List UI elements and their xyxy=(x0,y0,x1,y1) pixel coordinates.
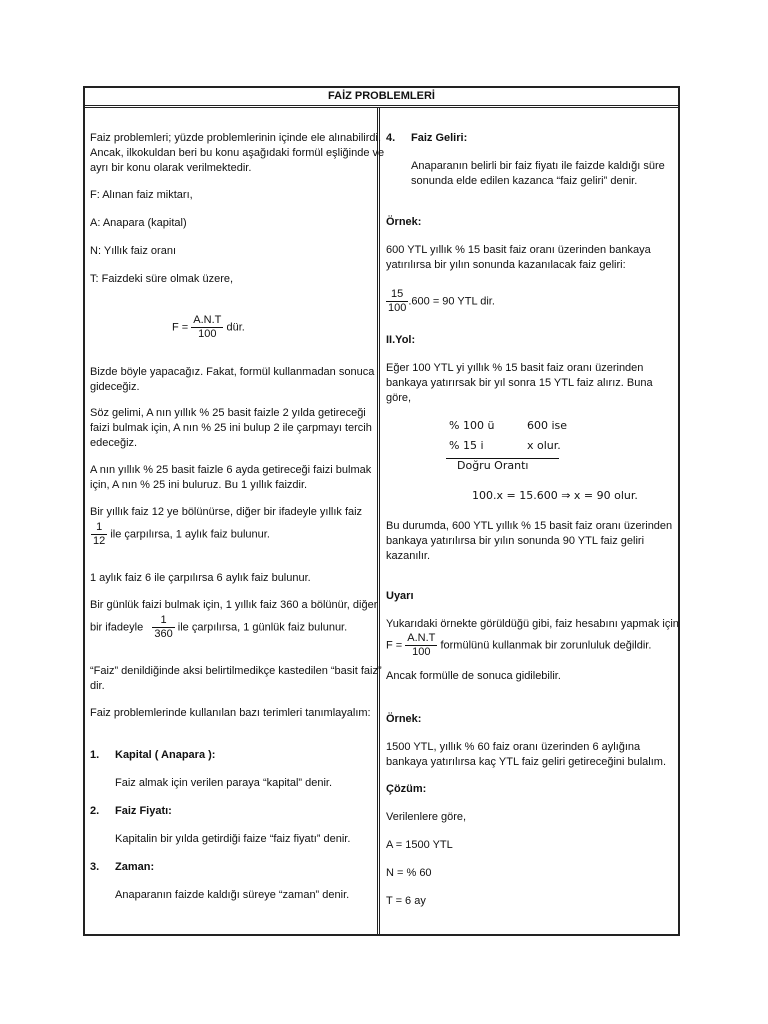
fraction-15-100-denominator: 100 xyxy=(388,302,407,314)
result-line-1: Bu durumda, 600 YTL yıllık % 15 basit faiz oranı üzerinden xyxy=(386,520,673,532)
result-line-3: kazanılır. xyxy=(386,550,431,562)
definition-n: N: Yıllık faiz oranı xyxy=(90,245,176,257)
example-1-line-1: 600 YTL yıllık % 15 basit faiz oranı üzerinden bankaya xyxy=(386,244,651,256)
proportion-row-1-left: % 100 ü xyxy=(449,419,495,432)
proportion-label: Doğru Orantı xyxy=(457,459,529,472)
formula-fraction xyxy=(191,314,223,341)
document-frame xyxy=(83,86,680,936)
fraction-1-12-denominator: 12 xyxy=(93,535,106,547)
intro-line-3: ayrı bir konu olarak verilmektedir. xyxy=(90,162,252,174)
proportion-row-2-left: % 15 i xyxy=(449,439,484,452)
term-3-description: Anaparanın faizde kaldığı süreye “zaman” denir. xyxy=(115,889,350,901)
term-1-number: 1. xyxy=(90,749,100,761)
term-3-number: 3. xyxy=(90,861,100,873)
fraction-1-360 xyxy=(152,614,174,641)
term-2-title: Faiz Fiyatı: xyxy=(115,805,172,817)
paragraph-6-tail: ile çarpılırsa, 1 günlük faiz bulunur. xyxy=(177,621,348,634)
fraction-1-12 xyxy=(91,521,107,548)
fraction-1-12-numerator: 1 xyxy=(91,521,107,535)
fraction-1-360-denominator: 360 xyxy=(154,628,173,640)
value-a: A = 1500 YTL xyxy=(386,839,453,851)
method-2-line-1: Eğer 100 YTL yi yıllık % 15 basit faiz oranı üzerinden xyxy=(386,362,644,374)
paragraph-5: 1 aylık faiz 6 ile çarpılırsa 6 aylık faiz bulunur. xyxy=(90,572,311,584)
term-2-number: 2. xyxy=(90,805,100,817)
paragraph-6-line-2 xyxy=(90,614,347,641)
formula-denominator: 100 xyxy=(198,328,217,340)
paragraph-2-line-2: faizi bulmak için, A nın % 25 ini bulup 2 ile çarpmayı tercih xyxy=(90,422,372,434)
term-4-description-line-2: sonunda elde edilen kazanca “faiz geliri” denir. xyxy=(411,175,638,187)
formula-lhs: F = xyxy=(172,321,189,334)
value-n: N = % 60 xyxy=(386,867,432,879)
fraction-15-100-numerator: 15 xyxy=(386,288,408,302)
warning-formula-line xyxy=(386,632,651,659)
example-2-heading: Örnek: xyxy=(386,713,422,725)
warning-heading: Uyarı xyxy=(386,590,414,602)
warning-line-1: Yukarıdaki örnekte görüldüğü gibi, faiz hesabını yapmak için xyxy=(386,618,679,630)
paragraph-8: Faiz problemlerinde kullanılan bazı terimleri tanımlayalım: xyxy=(90,707,371,719)
paragraph-2-line-3: edeceğiz. xyxy=(90,437,138,449)
paragraph-1-line-2: gideceğiz. xyxy=(90,381,140,393)
paragraph-6-head: bir ifadeyle xyxy=(90,621,144,634)
proportion-equation: 100.x = 15.600 ⇒ x = 90 olur. xyxy=(472,489,638,502)
term-3-title: Zaman: xyxy=(115,861,155,873)
definition-f: F: Alınan faiz miktarı, xyxy=(90,189,193,201)
definition-a: A: Anapara (kapital) xyxy=(90,217,187,229)
term-2-description: Kapitalin bir yılda getirdiği faize “faiz fiyatı” denir. xyxy=(115,833,351,845)
intro-line-1: Faiz problemleri; yüzde problemlerinin içinde ele alınabilirdi. xyxy=(90,132,382,144)
paragraph-4-tail: ile çarpılırsa, 1 aylık faiz bulunur. xyxy=(110,528,270,541)
main-formula xyxy=(172,314,245,341)
definition-t: T: Faizdeki süre olmak üzere, xyxy=(90,273,234,285)
result-line-2: bankaya yatırılırsa bir yılın sonunda 90 YTL faiz geliri xyxy=(386,535,645,547)
warning-formula-numerator: A.N.T xyxy=(407,632,436,644)
warning-formula-lhs: F = xyxy=(386,639,403,652)
value-t: T = 6 ay xyxy=(386,895,426,907)
example-1-calc-tail: .600 = 90 YTL dir. xyxy=(408,295,495,308)
paragraph-4-line-1: Bir yıllık faiz 12 ye bölünürse, diğer bir ifadeyle yıllık faiz xyxy=(90,506,363,518)
proportion-row-1-right: 600 ise xyxy=(527,419,568,432)
solution-heading: Çözüm: xyxy=(386,783,427,795)
term-1-title: Kapital ( Anapara ): xyxy=(115,749,216,761)
paragraph-1-line-1: Bizde böyle yapacağız. Fakat, formül kullanmadan sonuca xyxy=(90,366,375,378)
method-2-heading: II.Yol: xyxy=(386,334,416,346)
given-values-label: Verilenlere göre, xyxy=(386,811,467,823)
paragraph-7-line-1: “Faiz” denildiğinde aksi belirtilmedikçe kastedilen “basit faiz” xyxy=(90,665,382,677)
paragraph-4-line-2 xyxy=(91,521,270,548)
paragraph-2-line-1: Söz gelimi, A nın yıllık % 25 basit faizle 2 yılda getireceği xyxy=(90,407,366,419)
warning-line-3: Ancak formülle de sonuca gidilebilir. xyxy=(386,670,561,682)
paragraph-7-line-2: dir. xyxy=(90,680,105,692)
warning-formula-fraction xyxy=(405,632,437,659)
example-1-heading: Örnek: xyxy=(386,216,422,228)
example-1-line-2: yatırılırsa bir yılın sonunda kazanılacak faiz geliri: xyxy=(386,259,626,271)
intro-line-2: Ancak, ilkokuldan beri bu konu aşağıdaki formül eşliğinde ve xyxy=(90,147,385,159)
term-4-number: 4. xyxy=(386,132,396,144)
paragraph-3-line-2: için, A nın % 25 ini buluruz. Bu 1 yıllık faizdir. xyxy=(90,479,308,491)
column-divider xyxy=(377,108,380,934)
term-4-description-line-1: Anaparanın belirli bir faiz fiyatı ile faizde kaldığı süre xyxy=(411,160,665,172)
proportion-row-2-right: x olur. xyxy=(527,439,561,452)
method-2-line-2: bankaya yatırırsak bir yıl sonra 15 YTL faiz alırız. Buna xyxy=(386,377,653,389)
term-1-description: Faiz almak için verilen paraya “kapital” denir. xyxy=(115,777,333,789)
paragraph-6-line-1: Bir günlük faizi bulmak için, 1 yıllık faiz 360 a bölünür, diğer xyxy=(90,599,378,611)
fraction-15-100 xyxy=(386,288,408,315)
warning-formula-denominator: 100 xyxy=(412,646,431,658)
example-1-calculation xyxy=(386,288,495,315)
fraction-1-360-numerator: 1 xyxy=(152,614,174,628)
example-2-line-2: bankaya yatırılırsa kaç YTL faiz geliri getireceğini bulalım. xyxy=(386,756,667,768)
example-2-line-1: 1500 YTL, yıllık % 60 faiz oranı üzerinden 6 aylığına xyxy=(386,741,641,753)
page-title: FAİZ PROBLEMLERİ xyxy=(85,88,678,106)
warning-formula-tail: formülünü kullanmak bir zorunluluk değildir. xyxy=(440,639,652,652)
left-column xyxy=(90,108,385,934)
method-2-line-3: göre, xyxy=(386,392,412,404)
right-column xyxy=(386,108,679,934)
formula-numerator: A.N.T xyxy=(193,314,222,326)
term-4-title: Faiz Geliri: xyxy=(411,132,468,144)
formula-suffix: dür. xyxy=(226,321,245,334)
paragraph-3-line-1: A nın yıllık % 25 basit faizle 6 ayda getireceği faizi bulmak xyxy=(90,464,372,476)
